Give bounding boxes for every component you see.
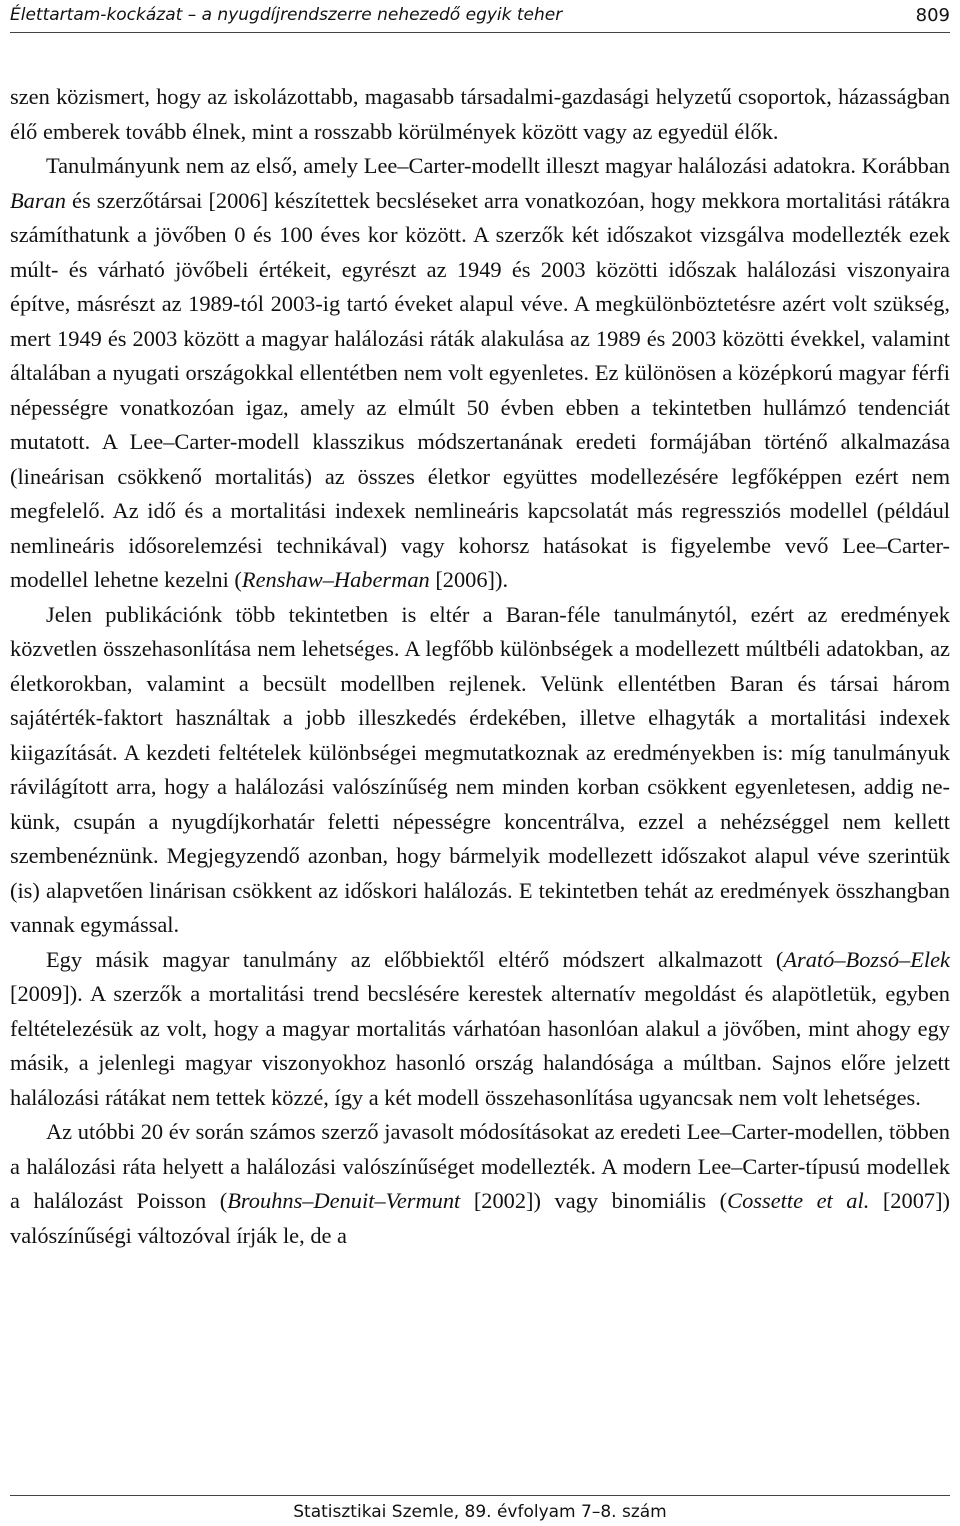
italic-citation: Renshaw–Haberman [241, 567, 430, 592]
italic-citation: Brouhns–Denuit–Vermunt [227, 1188, 461, 1213]
italic-citation: Cossette et al. [727, 1188, 870, 1213]
page-number: 809 [915, 4, 950, 26]
text-run: [2009]). A szerzők a mortalitási trend becslésére kerestek alternatív megoldást és alapötletük, egyben feltételezésük az volt, hogy a magyar mortalitás várhatóan hasonlóan alakul a jövőben, mint ahogy egy másik, a jelenlegi magyar viszonyokhoz hasonló ország halandósága a múltban. Sajnos előre jelzett halálozási rátákat nem tettek közzé, így a két modell összehasonlítása ugyancsak nem volt lehetséges. [10, 981, 950, 1110]
running-title: Élettartam-kockázat – a nyugdíjrendszerre nehezedő egyik teher [10, 5, 563, 25]
text-run: szen közismert, hogy az iskolázottabb, magasabb társadalmi-gazdasági helyzetű csoportok, házasságban élő emberek tovább élnek, mint a rosszabb körülmények között vagy az egyedül élők. [10, 84, 950, 144]
text-run: és szerzőtársai [2006] készítettek becsléseket arra vonatkozóan, hogy mekkora mortalitási rátákra számíthatunk a jövőben 0 és 100 éves kor között. A szerzők két időszakot vizsgálva modellezték ezek múlt- és várható jövőbeli értékeit, egyrészt az 1949 és 2003 közötti időszak halálozási viszonyaira építve, másrészt az 1989-tól 2003-ig tartó éveket alapul véve. A megkülönböztetésre azért volt szükség, mert 1949 és 2003 között a magyar halálozási ráták alakulása az 1989 és 2003 közötti évekkel, valamint általában a nyugati országokkal ellentétben nem volt egyenletes. Ez különösen a középkorú magyar férfi népességre vonatkozóan igaz, amely az elmúlt 50 évben ebben a tekintetben hullámzó tendenciát mutatott. A Lee–Carter-modell klasszikus módszertanának eredeti formájában történő alkalmazása (lineárisan csökkenő mortalitás) az összes életkor együttes modellezésére legfőképpen ezért nem megfelelő. Az idő és a mortalitási indexek nemlineáris kapcsolatát más regressziós modellel (például nemlineáris idősorelemzési technikával) vagy kohorsz hatásokat is figyelembe vevő Lee–Carter-modellel lehetne kezelni ( [10, 187, 950, 592]
italic-citation: Arató–Bozsó–Elek [783, 946, 950, 972]
italic-citation: Baran [10, 187, 66, 213]
text-run: Az utóbbi 20 év során számos szerző javasolt módosításokat az eredeti Lee–Carter-modellen, többen a halálozási ráta helyett a halálozási valószínűséget modellezték. A modern Lee–Carter-típusú modellek a halálozást Poisson ( [10, 1119, 950, 1213]
text-run: [2002]) vagy binomiális ( [460, 1188, 728, 1213]
footer-rule [10, 1495, 950, 1496]
text-run: [2006]). [429, 567, 509, 592]
paragraph [10, 943, 950, 1116]
paragraph [10, 598, 950, 943]
text-run: Jelen publikációnk több tekintetben is eltér a Baran-féle tanulmánytól, ezért az eredmények közvetlen összehasonlítása nem lehetséges. A legfőbb különbségek a modellezett múltbéli adatokban, az életkorokban, valamint a becsült modellben rejlenek. Velünk ellentétben Baran és társai három sajátérték-faktort használtak a jobb illeszkedés érdekében, illetve elhagyták a mortalitási indexek kiigazítását. A kezdeti feltételek különbségei megmutatkoznak az eredményekben is: míg tanulmányuk rávilágított arra, hogy a halálozási valószínűség nem minden korban csökkent egyenletesen, addig nekünk, csupán a nyugdíjkorhatár feletti népességre koncentrálva, ezzel a nehézséggel nem kellett szembenéznünk. Megjegyzendő azonban, hogy bármelyik modellezett időszakot alapul véve szerintük (is) alapvetően linárisan csökkent az időskori halálozás. E tekintetben tehát az eredmények összhangban vannak egymással. [10, 601, 950, 937]
paragraph [10, 80, 950, 149]
body-text [10, 80, 950, 1253]
text-run: [2007]) valószínűségi változóval írják le, de a [10, 1188, 950, 1248]
running-header [10, 0, 950, 33]
paragraph [10, 1115, 950, 1253]
running-footer: Statisztikai Szemle, 89. évfolyam 7–8. szám [293, 1502, 667, 1522]
text-run: Tanulmányunk nem az első, amely Lee–Carter-modellt illeszt magyar halálozási adatokra. Korábban [46, 153, 950, 178]
text-run: Egy másik magyar tanulmány az előbbiektől eltérő módszert alkalmazott ( [46, 946, 784, 972]
paragraph [10, 149, 950, 598]
